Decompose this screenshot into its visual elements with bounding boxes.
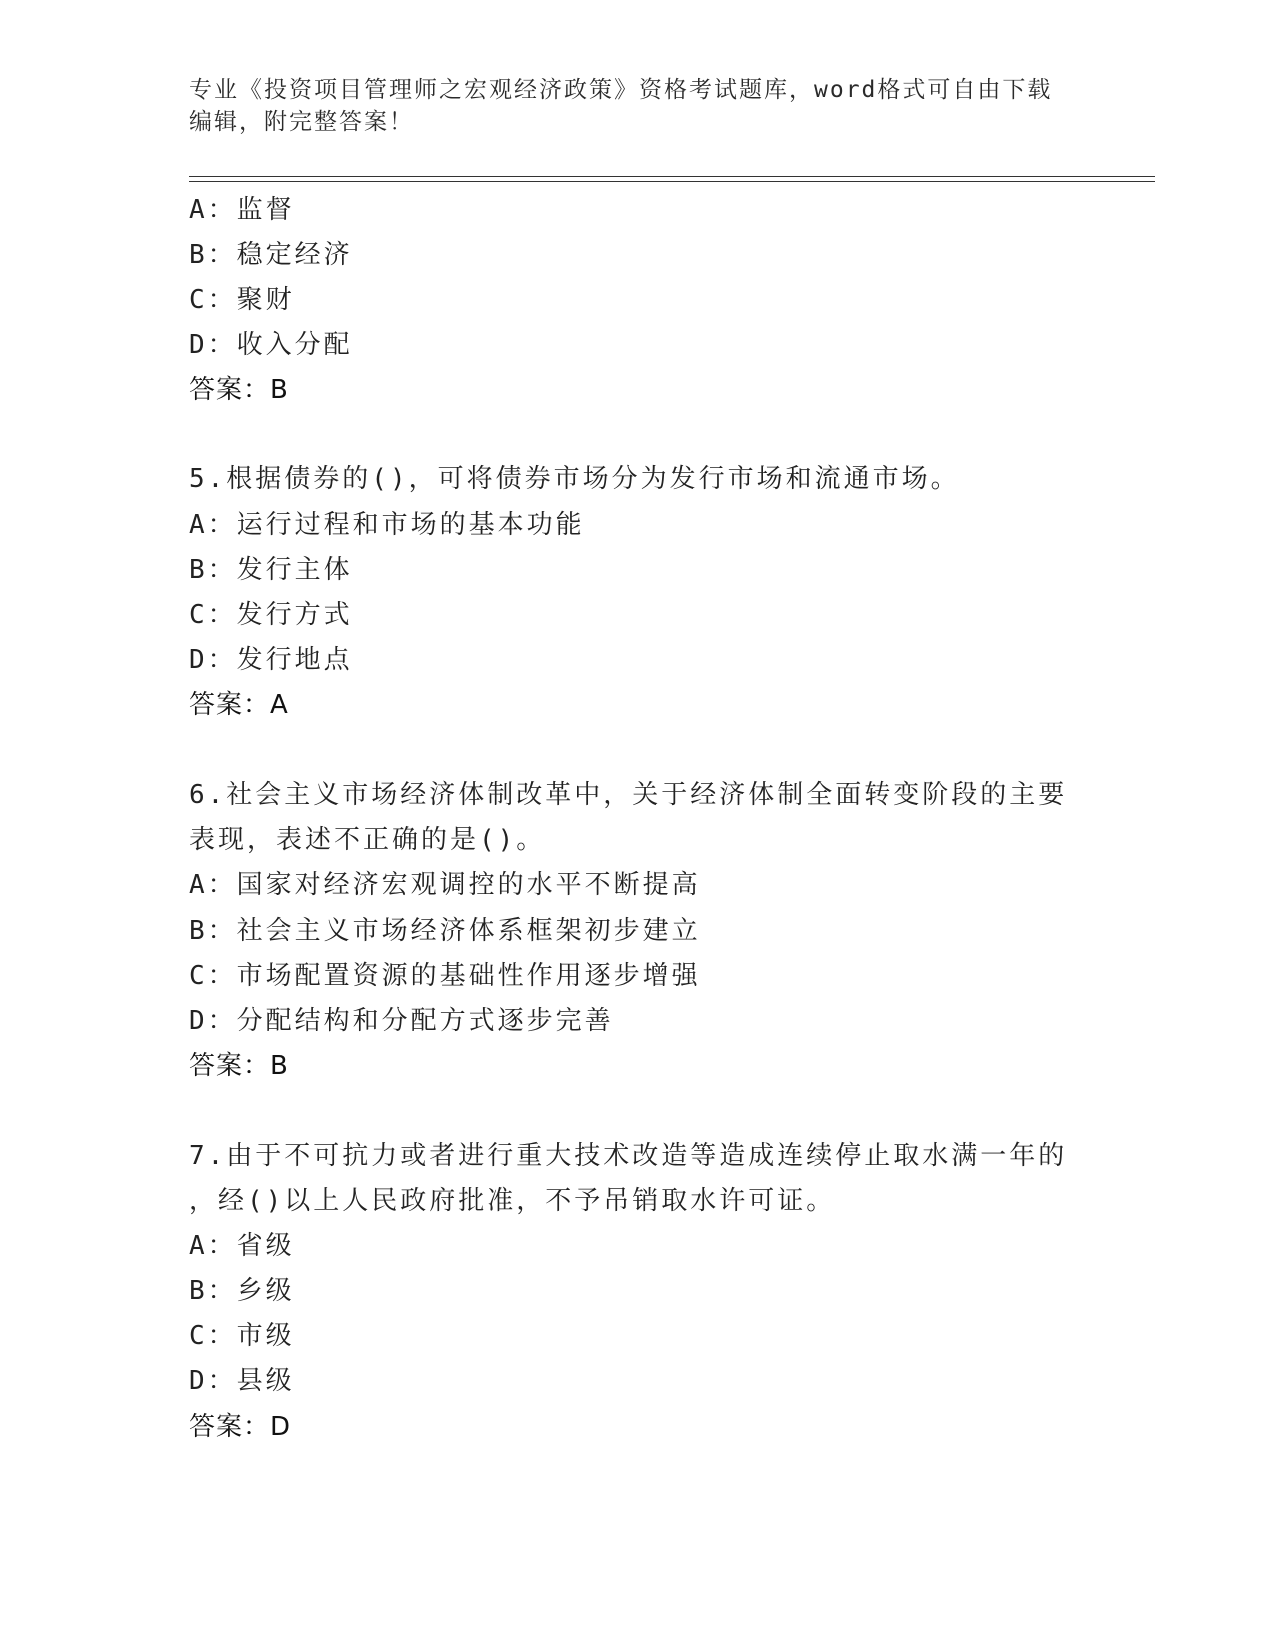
q6-option-c: C：市场配置资源的基础性作用逐步增强	[189, 961, 701, 991]
q7-stem-line-2: ，经()以上人民政府批准，不予吊销取水许可证。	[189, 1186, 836, 1216]
header-divider-top	[189, 176, 1155, 177]
q7-option-a: A：省级	[189, 1231, 295, 1261]
document-header: 专业《投资项目管理师之宏观经济政策》资格考试题库，word格式可自由下载编辑，附完整答案！	[189, 77, 1053, 135]
q6-answer: 答案：B	[189, 1051, 289, 1081]
q5-option-d: D：发行地点	[189, 645, 353, 675]
q5-option-a: A：运行过程和市场的基本功能	[189, 510, 585, 540]
q5-option-c: C：发行方式	[189, 600, 353, 630]
q6-stem-line-2: 表现，表述不正确的是()。	[189, 825, 546, 855]
prev-option-c: C：聚财	[189, 285, 295, 315]
q7-option-c: C：市级	[189, 1321, 295, 1351]
q7-stem-line-1: 7.由于不可抗力或者进行重大技术改造等造成连续停止取水满一年的	[189, 1141, 1068, 1171]
q6-stem-line-1: 6.社会主义市场经济体制改革中，关于经济体制全面转变阶段的主要	[189, 780, 1068, 810]
q6-option-d: D：分配结构和分配方式逐步完善	[189, 1006, 614, 1036]
prev-answer: 答案：B	[189, 375, 289, 405]
q5-answer: 答案：A	[189, 690, 289, 720]
prev-option-a: A：监督	[189, 195, 295, 225]
q7-option-b: B：乡级	[189, 1276, 295, 1306]
q5-option-b: B：发行主体	[189, 555, 353, 585]
q6-option-a: A：国家对经济宏观调控的水平不断提高	[189, 870, 701, 900]
q7-option-d: D：县级	[189, 1366, 295, 1396]
q7-answer: 答案：D	[189, 1412, 292, 1442]
header-divider-bottom	[189, 181, 1155, 182]
prev-option-d: D：收入分配	[189, 330, 353, 360]
prev-option-b: B：稳定经济	[189, 240, 353, 270]
q5-stem-line-1: 5.根据债券的()，可将债券市场分为发行市场和流通市场。	[189, 464, 960, 494]
q6-option-b: B：社会主义市场经济体系框架初步建立	[189, 916, 701, 946]
